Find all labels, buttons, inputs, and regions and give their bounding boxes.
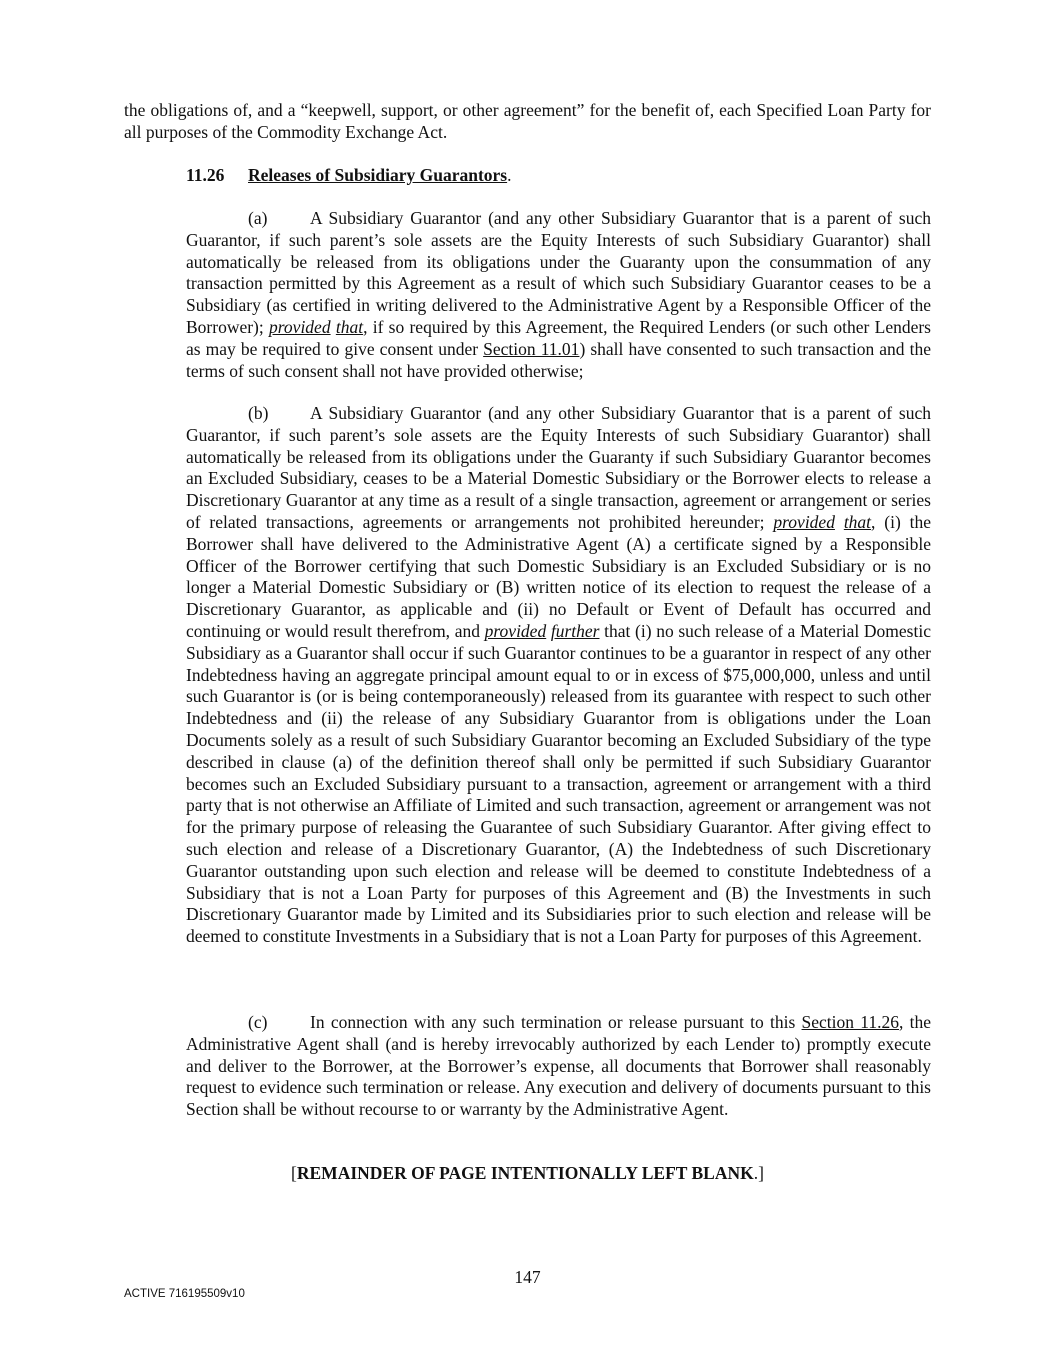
paragraph-c-text-2: , the Administrative Agent shall (and is hereby irrevocably authorized by each Lender to) promptly execute and deliver to the Borrower, at the Borrower’s expense, all documents that Borrower shall reasonably request to evidence such termination or release. Any execution and delivery of documents pursuant to this Section shall be without recourse to or warranty by the Administrative Agent. xyxy=(186,1012,932,1120)
paragraph-a xyxy=(186,208,931,382)
paragraph-b-text: A Subsidiary Guarantor (and any other Subsidiary Guarantor that is a parent of such Guarantor, if such parent’s sole assets are the Equity Interests of such Subsidiary Guarantor) shall automatically be released from its obligations under the Guaranty if such Subsidiary Guarantor becomes an Excluded Subsidiary, ceases to be a Material Domestic Subsidiary or the Borrower elects to release a Discretionary Guarantor at any time as a result of a single transaction, agreement or arrangement or series of related transactions, agreements or arrangements not prohibited hereunder; xyxy=(186,403,931,532)
remainder-notice xyxy=(124,1163,931,1185)
section-title-period: . xyxy=(507,165,512,185)
paragraph-b xyxy=(186,403,931,948)
further-term: further xyxy=(550,620,600,641)
provided-term-2: provided xyxy=(484,620,547,641)
section-heading xyxy=(186,165,931,187)
paragraph-c xyxy=(186,1012,931,1121)
section-1101-reference: Section 11.01 xyxy=(483,338,580,359)
remainder-close-bracket: .] xyxy=(753,1163,764,1183)
paragraph-a-text-3: ) shall have consented to such transaction and the terms of such consent shall not have provided otherwise; xyxy=(186,338,931,381)
that-term: that xyxy=(843,511,872,532)
section-number: 11.26 xyxy=(186,165,225,185)
document-id: ACTIVE 716195509v10 xyxy=(124,1288,245,1300)
that-term: that xyxy=(335,316,364,337)
paragraph-c-label: (c) xyxy=(248,1012,268,1032)
paragraph-b-label: (b) xyxy=(248,403,269,423)
page-number: 147 xyxy=(514,1267,541,1287)
paragraph-a-text: A Subsidiary Guarantor (and any other Subsidiary Guarantor that is a parent of such Guarantor, if such parent’s sole assets are the Equity Interests of such Subsidiary Guarantor) shall automatically be released from its obligations under the Guaranty upon the consummation of any transaction permitted by this Agreement as a result of which such Subsidiary Guarantor ceases to be a Subsidiary (as certified in writing delivered to the Administrative Agent by a Responsible Officer of the Borrower); xyxy=(186,208,931,337)
intro-text: the obligations of, and a “keepwell, support, or other agreement” for the benefit of, each Specified Loan Party for all purposes of the Commodity Exchange Act. xyxy=(124,100,931,142)
provided-term: provided xyxy=(773,511,835,532)
remainder-open-bracket: [ xyxy=(291,1163,297,1183)
section-1126-reference: Section 11.26 xyxy=(801,1012,899,1032)
intro-paragraph xyxy=(124,100,931,144)
remainder-text: REMAINDER OF PAGE INTENTIONALLY LEFT BLANK xyxy=(296,1163,754,1183)
paragraph-b-text-3: that (i) no such release of a Material Domestic Subsidiary as a Guarantor shall occur if such Guarantor continues to be a guarantor in respect of any other Indebtedness having an aggregate principal amount equal to or in excess of $75,000,000, unless and until such Guarantor is (or is being contemporaneously) released from its guarantee with respect to such other Indebtedness and (ii) the release of any Subsidiary Guarantor from is obligations under the Loan Documents solely as a result of such Subsidiary Guarantor becoming an Excluded Subsidiary of the type described in clause (a) of the definition thereof shall only be permitted if such Subsidiary Guarantor becomes such an Excluded Subsidiary pursuant to a transaction, agreement or arrangement with a third party that is not otherwise an Affiliate of Limited and such transaction, agreement or arrangement was not for the primary purpose of releasing the Guarantee of such Subsidiary Guarantor. After giving effect to such election and release of a Discretionary Guarantor, (A) the Indebtedness of such Discretionary Guarantor outstanding upon such election and release will be deemed to constitute Indebtedness of a Subsidiary that is not a Loan Party for purposes of this Agreement and (B) the Investments in such Discretionary Guarantor made by Limited and its Subsidiaries prior to such election and release will be deemed to constitute Investments in a Subsidiary that is not a Loan Party for purposes of this Agreement. xyxy=(186,620,931,947)
provided-term: provided xyxy=(269,316,331,337)
paragraph-c-text: In connection with any such termination or release pursuant to this xyxy=(310,1012,802,1032)
paragraph-a-text-2: , if so required by this Agreement, the Required Lenders (or such other Lenders as may be required to give consent under xyxy=(186,316,931,359)
paragraph-a-label: (a) xyxy=(248,208,268,228)
paragraph-b-text-2: , (i) the Borrower shall have delivered to the Administrative Agent (A) a certificate signed by a Responsible Officer of the Borrower certifying that such Domestic Subsidiary is an Excluded Subsidiary or is no longer a Material Domestic Subsidiary or (B) written notice of its election to request the release of a Discretionary Guarantor, as applicable and (ii) no Default or Event of Default has occurred and continuing or would result therefrom, and xyxy=(186,511,932,641)
section-title: Releases of Subsidiary Guarantors xyxy=(248,165,508,185)
